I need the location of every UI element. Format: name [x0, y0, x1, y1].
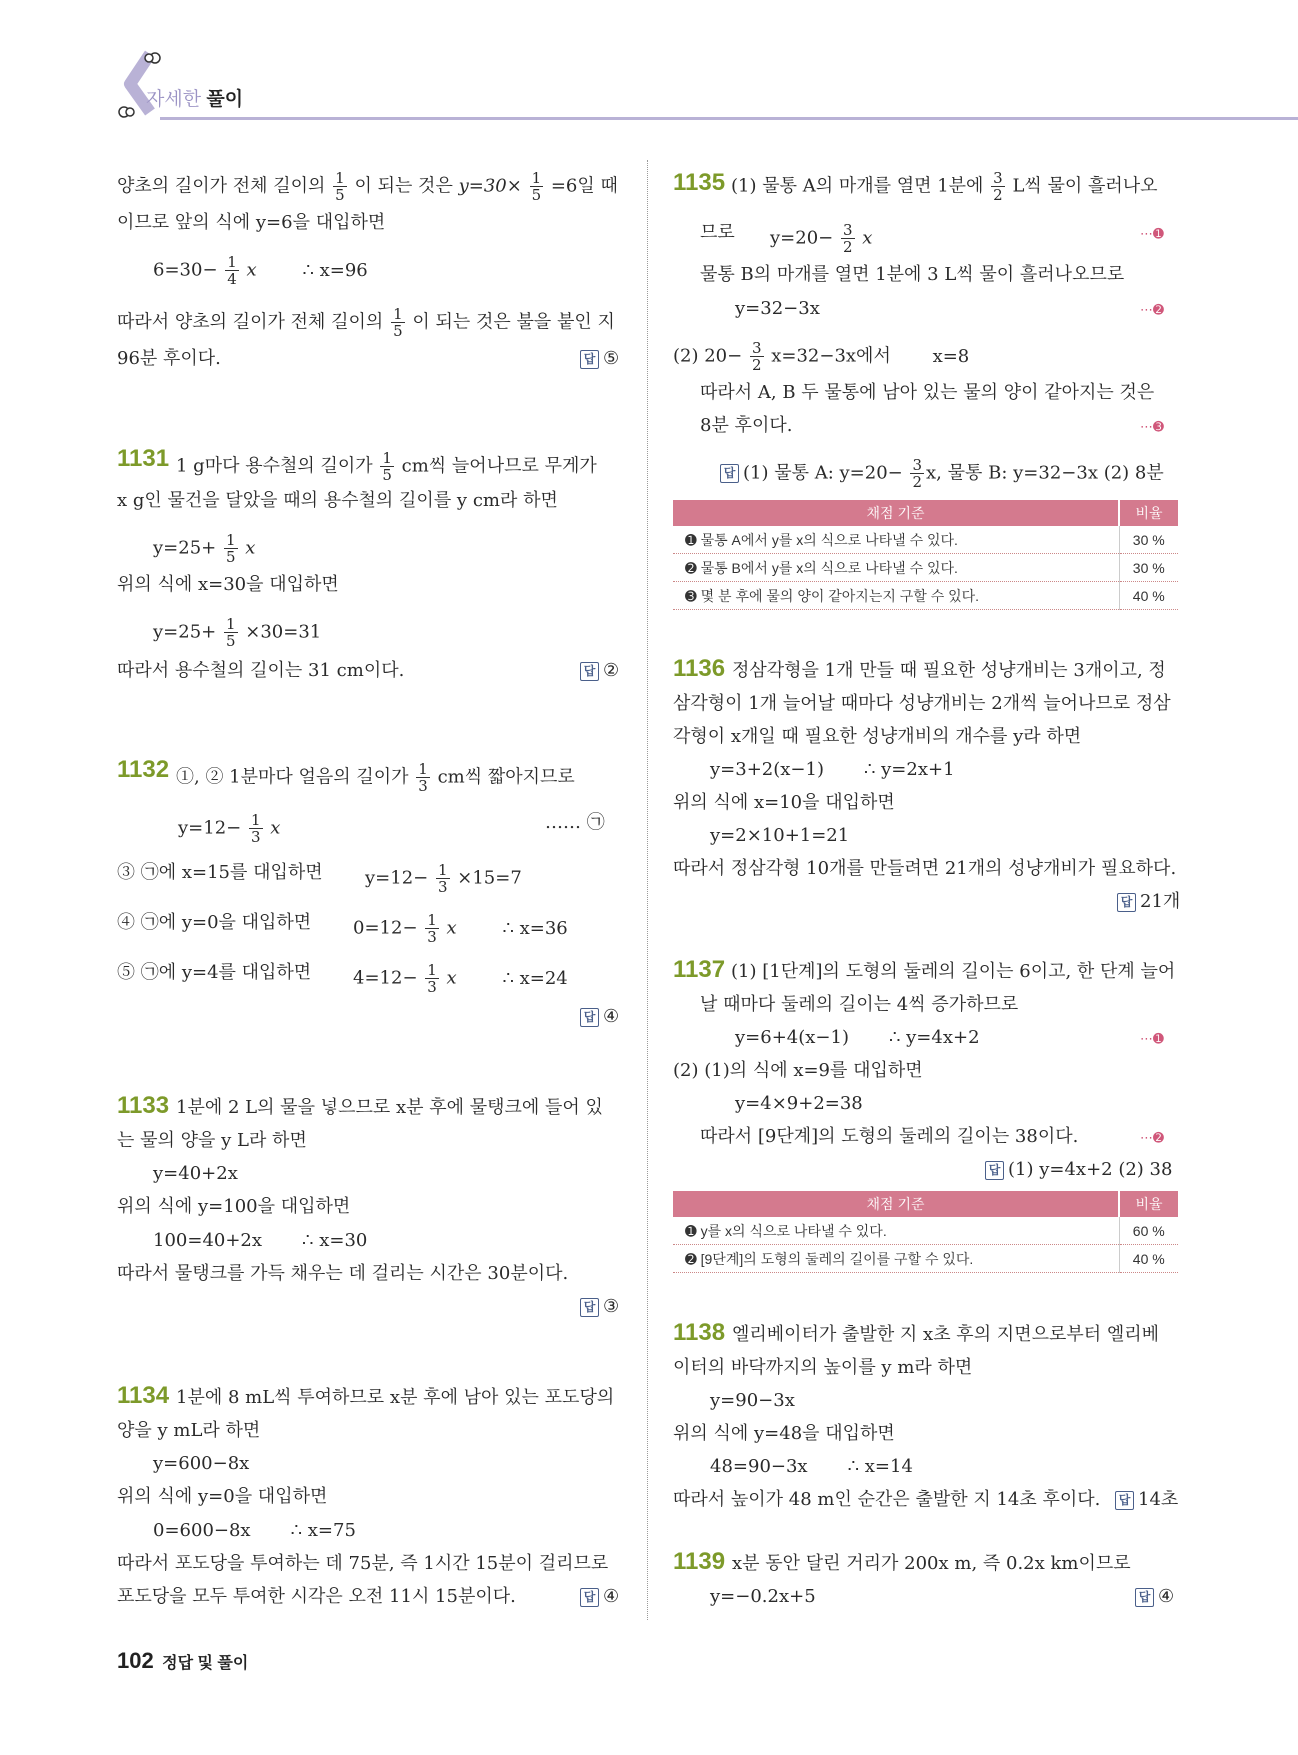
p1133-line-1: 1분에 2 L의 물을 넣으므로 x분 후에 물탱크에 들어 있 — [176, 1097, 603, 1118]
answer: 답 ⑤ — [580, 348, 619, 370]
p1136-line-6: y=2×10+1=21 — [710, 825, 850, 846]
p1134-line-7: 포도당을 모두 투여한 시각은 오전 11시 15분이다. — [117, 1586, 516, 1607]
problem-number: 1131 — [117, 445, 170, 472]
table-row: ➊ 물통 A에서 y를 x의 식으로 나타낼 수 있다. 30 % — [673, 526, 1178, 554]
rubric-header: 채점 기준 — [673, 500, 1119, 526]
intro-line-1: 양초의 길이가 전체 길이의 $\frac{1}{5}$ 이 되는 것은 y=30× $\frac{1}{5}$ =6일 때 — [117, 169, 618, 204]
header-title-bold: 풀이 — [206, 89, 244, 110]
intro-line-5: 96분 후이다. — [117, 348, 221, 369]
p1134-line-2: 양을 y mL라 하면 — [117, 1420, 261, 1441]
header-title-light: 자세한 — [146, 89, 202, 110]
fraction: $\frac{1}{5}$ — [531, 169, 542, 204]
header-bar — [160, 117, 1298, 120]
problem-number: 1133 — [117, 1092, 170, 1119]
header-title — [146, 84, 243, 111]
answer: 답 21개 — [1117, 891, 1180, 913]
step-marker: ⋯➋ — [1140, 302, 1164, 317]
answer: 답 ② — [580, 660, 619, 682]
rubric-header: 채점 기준 — [673, 1191, 1119, 1217]
problem-number: 1137 — [673, 956, 726, 983]
answer-icon: 답 — [580, 1298, 599, 1317]
p1135-line-7: 8분 후이다. — [700, 415, 793, 436]
answer: 답 14초 — [1115, 1489, 1178, 1511]
p1133-line-3: y=40+2x — [153, 1163, 238, 1184]
p1138-line-1: 엘리베이터가 출발한 지 x초 후의 지면으로부터 엘리베 — [732, 1324, 1160, 1345]
p1138-line-3: y=90−3x — [710, 1390, 795, 1411]
intro-line-2: 이므로 앞의 식에 y=6을 대입하면 — [117, 212, 386, 233]
p1132-line-2: y=12− $\frac{1}{3}$ x — [178, 811, 281, 846]
p1132-line-4-eq: 0=12− $\frac{1}{3}$ x ∴ x=36 — [353, 911, 568, 946]
p1136-line-1: 정삼각형을 1개 만들 때 필요한 성냥개비는 3개이고, 정 — [732, 660, 1166, 681]
p1137-line-4: (2) (1)의 식에 x=9를 대입하면 — [673, 1060, 923, 1081]
scoring-rubric — [673, 1191, 1178, 1273]
header — [0, 40, 1298, 120]
table-row: ➋ 물통 B에서 y를 x의 식으로 나타낼 수 있다. 30 % — [673, 554, 1178, 582]
scoring-rubric — [673, 500, 1178, 610]
p1139-line-1: x분 동안 달린 거리가 200x m, 즉 0.2x km이므로 — [732, 1553, 1131, 1574]
step-marker: ⋯➊ — [1140, 226, 1164, 241]
table-row: ➊ y를 x의 식으로 나타낼 수 있다. 60 % — [673, 1217, 1178, 1245]
answer-icon: 답 — [1117, 893, 1136, 912]
answer-icon: 답 — [580, 662, 599, 681]
answer-icon: 답 — [580, 1008, 599, 1027]
p1137-line-1: (1) [1단계]의 도형의 둘레의 길이는 6이고, 한 단계 늘어 — [731, 961, 1176, 982]
rubric-header: 비율 — [1119, 500, 1178, 526]
p1135-line-2-eq: y=20− $\frac{3}{2}$ x — [770, 221, 873, 256]
step-marker: ⋯➊ — [1140, 1031, 1164, 1046]
problem-number: 1132 — [117, 756, 170, 783]
p1132-line-1: ①, ② 1분마다 얼음의 길이가 $\frac{1}{3}$ cm씩 짧아지므로 — [176, 760, 575, 795]
column-divider — [647, 160, 648, 1620]
p1138-line-6: 따라서 높이가 48 m인 순간은 출발한 지 14초 후이다. — [673, 1489, 1101, 1510]
p1134-line-4: 위의 식에 y=0을 대입하면 — [117, 1486, 328, 1507]
answer-icon: 답 — [580, 350, 599, 369]
p1138-line-4: 위의 식에 y=48을 대입하면 — [673, 1423, 895, 1444]
problem-number: 1134 — [117, 1382, 170, 1409]
rubric-header: 비율 — [1119, 1191, 1178, 1217]
answer-icon: 답 — [1135, 1588, 1154, 1607]
p1131-line-4: 위의 식에 x=30을 대입하면 — [117, 574, 339, 595]
step-marker: ⋯➋ — [1140, 1130, 1164, 1145]
problem-number: 1135 — [673, 169, 726, 196]
p1135-line-6: 따라서 A, B 두 물통에 남아 있는 물의 양이 같아지는 것은 — [700, 382, 1155, 403]
table-row: ➋ [9단계]의 도형의 둘레의 길이를 구할 수 있다. 40 % — [673, 1245, 1178, 1273]
p1139-line-2: y=−0.2x+5 — [710, 1586, 816, 1607]
p1131-line-6: 따라서 용수철의 길이는 31 cm이다. — [117, 660, 405, 681]
answer: 답 ④ — [1135, 1586, 1174, 1608]
footer — [117, 1648, 248, 1674]
p1132-marker: …… ㉠ — [545, 812, 605, 833]
p1136-line-5: 위의 식에 x=10을 대입하면 — [673, 792, 895, 813]
p1132-line-3-eq: y=12− $\frac{1}{3}$ ×15=7 — [365, 861, 522, 896]
page-number: 102 — [117, 1648, 154, 1673]
p1134-line-6: 따라서 포도당을 투여하는 데 75분, 즉 1시간 15분이 걸리므로 — [117, 1553, 609, 1574]
p1131-line-1: 1 g마다 용수철의 길이가 $\frac{1}{5}$ cm씩 늘어나므로 무게가 — [176, 449, 597, 484]
p1136-line-4: y=3+2(x−1) ∴ y=2x+1 — [710, 759, 955, 780]
answer-icon: 답 — [580, 1588, 599, 1607]
p1136-line-2: 삼각형이 1개 늘어날 때마다 성냥개비는 2개씩 늘어나므로 정삼 — [673, 693, 1171, 714]
p1138-line-2: 이터의 바닥까지의 높이를 y m라 하면 — [673, 1357, 973, 1378]
p1138-line-5: 48=90−3x ∴ x=14 — [710, 1456, 913, 1477]
p1134-line-3: y=600−8x — [153, 1453, 250, 1474]
p1137-line-2: 날 때마다 둘레의 길이는 4씩 증가하므로 — [700, 994, 1019, 1015]
p1131-line-3: y=25+ $\frac{1}{5}$ x — [153, 531, 256, 566]
p1131-line-5: y=25+ $\frac{1}{5}$ ×30=31 — [153, 615, 322, 650]
problem-number: 1136 — [673, 655, 726, 682]
answer-icon: 답 — [720, 464, 739, 483]
p1135-line-4: y=32−3x — [735, 298, 820, 319]
p1133-line-4: 위의 식에 y=100을 대입하면 — [117, 1196, 351, 1217]
problem-number: 1139 — [673, 1548, 726, 1575]
p1134-line-1: 1분에 8 mL씩 투여하므로 x분 후에 남아 있는 포도당의 — [176, 1387, 615, 1408]
p1135-line-3: 물통 B의 마개를 열면 1분에 3 L씩 물이 흘러나오므로 — [700, 264, 1125, 285]
p1137-line-3: y=6+4(x−1) ∴ y=4x+2 — [735, 1027, 980, 1048]
p1136-line-7: 따라서 정삼각형 10개를 만들려면 21개의 성냥개비가 필요하다. — [673, 858, 1177, 879]
p1132-line-3: ③ ㉠에 x=15를 대입하면 — [117, 862, 323, 883]
answer: 답 ④ — [580, 1006, 619, 1028]
p1136-line-3: 각형이 x개일 때 필요한 성냥개비의 개수를 y라 하면 — [673, 726, 1082, 747]
footer-label: 정답 및 풀이 — [162, 1655, 249, 1672]
p1133-line-2: 는 물의 양을 y L라 하면 — [117, 1130, 307, 1151]
p1132-line-5: ⑤ ㉠에 y=4를 대입하면 — [117, 962, 312, 983]
fraction: $\frac{1}{5}$ — [335, 169, 345, 204]
p1137-line-6: 따라서 [9단계]의 도형의 둘레의 길이는 38이다. — [700, 1126, 1079, 1147]
answer: 답 (1) y=4x+2 (2) 38 — [985, 1159, 1172, 1181]
intro-line-3: 6=30− $\frac{1}{4}$ x ∴ x=96 — [153, 253, 368, 288]
p1133-line-6: 따라서 물탱크를 가득 채우는 데 걸리는 시간은 30분이다. — [117, 1263, 569, 1284]
answer: 답 ③ — [580, 1296, 619, 1318]
p1133-line-5: 100=40+2x ∴ x=30 — [153, 1230, 368, 1251]
p1135-line-2: 므로 — [700, 222, 735, 243]
answer: 답 (1) 물통 A: y=20− $\frac{3}{2}$ x, 물통 B: y=32−3x (2) 8분 — [720, 457, 1164, 490]
p1131-line-2: x g인 물건을 달았을 때의 용수철의 길이를 y cm라 하면 — [117, 490, 558, 511]
p1135-line-5: (2) 20− $\frac{3}{2}$ x=32−3x에서 x=8 — [673, 339, 970, 374]
p1137-line-5: y=4×9+2=38 — [735, 1093, 863, 1114]
step-marker: ⋯➌ — [1140, 419, 1164, 434]
p1135-line-1: (1) 물통 A의 마개를 열면 1분에 $\frac{3}{2}$ L씩 물이 흘러나오 — [731, 169, 1158, 204]
p1132-line-5-eq: 4=12− $\frac{1}{3}$ x ∴ x=24 — [353, 961, 568, 996]
p1132-line-4: ④ ㉠에 y=0을 대입하면 — [117, 912, 312, 933]
problem-number: 1138 — [673, 1319, 726, 1346]
answer-icon: 답 — [1115, 1491, 1134, 1510]
intro-line-4: 따라서 양초의 길이가 전체 길이의 $\frac{1}{5}$ 이 되는 것은 불을 붙인 지 — [117, 305, 615, 340]
answer: 답 ④ — [580, 1586, 619, 1608]
answer-icon: 답 — [985, 1161, 1004, 1180]
p1134-line-5: 0=600−8x ∴ x=75 — [153, 1520, 356, 1541]
table-row: ➌ 몇 분 후에 물의 양이 같아지는지 구할 수 있다. 40 % — [673, 582, 1178, 610]
